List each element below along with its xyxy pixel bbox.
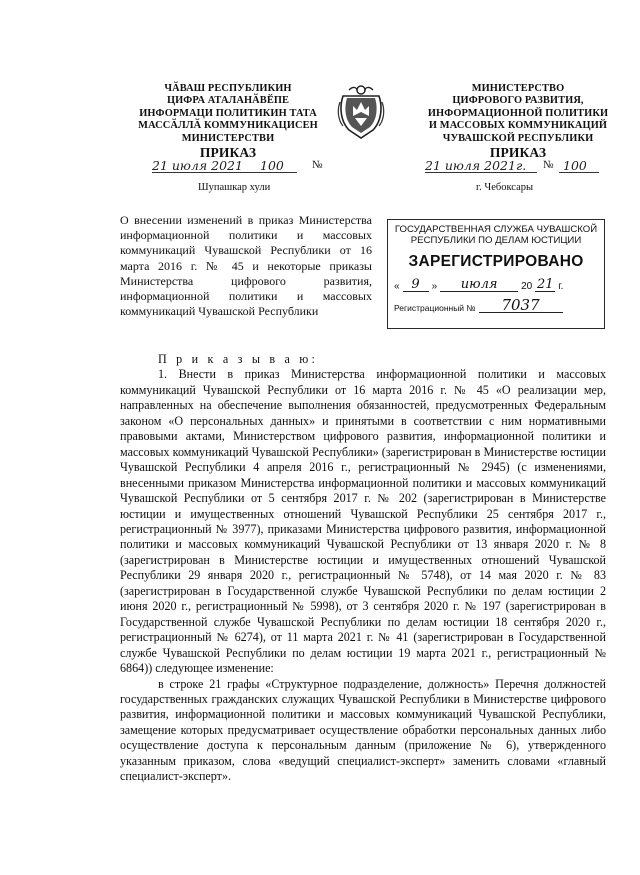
chuvash-coat-of-arms-icon: [335, 82, 387, 144]
header-left: [128, 83, 328, 161]
header-right-line: ИНФОРМАЦИОННОЙ ПОЛИТИКИ: [427, 107, 609, 119]
left-city: Шупашкар хули: [198, 182, 271, 193]
order-directive: П р и к а з ы в а ю:: [158, 352, 319, 366]
left-handwritten-date: 21 июля 2021: [152, 158, 243, 173]
stamp-reg-row: [394, 296, 598, 314]
stamp-month: июля: [440, 278, 518, 292]
stamp-year-prefix: 20: [521, 281, 533, 292]
header-right-line: ЦИФРОВОГО РАЗВИТИЯ,: [452, 95, 584, 107]
header-left-line: МИНИСТЕРСТВИ: [181, 132, 275, 144]
left-number-sign: №: [312, 159, 323, 171]
order-title-right: ПРИКАЗ: [489, 145, 547, 161]
stamp-year-suffix: 21: [536, 277, 554, 292]
stamp-org-line: ГОСУДАРСТВЕННАЯ СЛУЖБА ЧУВАШСКОЙ: [394, 224, 598, 235]
stamp-day: 9: [403, 278, 429, 292]
left-date-number-row: [152, 158, 342, 176]
order-paragraph-2: в строке 21 графы «Структурное подразделение, должность» Перечня должностей государственных гражданских служащих Чувашской Республики в Министерстве цифрового развития, информационной политики и массовых коммуникаций Чувашской Республики, замещение которых предусматривает осуществление обработки персональных данных либо осуществление доступа к персональным данным (приложение № 6), утвержденного указанным приказом, слова «ведущий специалист-эксперт» заменить словами «главный специалист-эксперт».: [120, 676, 606, 784]
header-right-line: МИНИСТЕРСТВО: [471, 83, 565, 94]
right-date-underline: [425, 172, 537, 173]
stamp-quote-close: »: [431, 281, 438, 292]
right-handwritten-date: 21 июля 2021г.: [425, 158, 527, 173]
header-left-line: МАССӐЛЛӐ КОММУНИКАЦИСЕН: [138, 120, 318, 132]
left-date-underline: [152, 172, 297, 173]
right-number-sign: №: [543, 159, 554, 171]
stamp-year-end: г.: [558, 281, 564, 292]
left-handwritten-number: 100: [260, 158, 284, 173]
stamp-reg-label: Регистрационный №: [394, 303, 476, 313]
order-paragraph-1: 1. Внести в приказ Министерства информационной политики и массовых коммуникаций Чувашской Республики от 16 марта 2016 г. № 45 «О реализации мер, направленных на обеспечение выполнения обязанностей, предусмотренных Федеральным законом «О персональных данных» и принятыми в соответствии с ним нормативными правовыми актами, Министерством цифрового развития, информационной политики и массовых коммуникаций Чувашской Республики» (зарегистрирован в Министерстве юстиции Чувашской Республики 4 апреля 2016 г., регистрационный № 2945) (с изменениями, внесенными приказом Министерства информационной политики и массовых коммуникаций Чувашской Республики от 5 сентября 2017 г. № 202 (зарегистрирован в Министерстве юстиции и имущественных отношений Чувашской Республики 25 сентября 2017 г., регистрационный № 3977), приказами Министерства цифрового развития, информационной политики и массовых коммуникаций Чувашской Республики от 13 января 2020 г. № 8 (зарегистрирован в Министерстве юстиции и имущественных отношений Чувашской Республики 29 января 2020 г., регистрационный № 5748), от 14 мая 2020 г. № 83 (зарегистрирован в Государственной службе Чувашской Республики по делам юстиции 2 июня 2020 г., регистрационный № 5998), от 3 сентября 2020 г. № 197 (зарегистрирован в Государственной службе Чувашской Республики по делам юстиции 18 сентября 2020 г., регистрационный № 6274), от 11 марта 2021 г. № 41 (зарегистрирован в Государственной службе Чувашской Республики по делам юстиции 19 марта 2021 г., регистрационный № 6864)) следующее изменение:: [120, 367, 606, 676]
header-left-line: ЧӐВАШ РЕСПУБЛИКИН: [164, 83, 292, 94]
header-right-line: И МАССОВЫХ КОММУНИКАЦИЙ: [428, 120, 608, 132]
right-city: г. Чебоксары: [476, 182, 534, 193]
order-title-left: ПРИКАЗ: [199, 145, 257, 161]
stamp-org-line: РЕСПУБЛИКИ ПО ДЕЛАМ ЮСТИЦИИ: [410, 235, 582, 246]
header-left-line: ИНФОРМАЦИ ПОЛИТИКИН ТАТА: [139, 107, 317, 119]
document-subject: О внесении изменений в приказ Министерства информационной политики и массовых коммуникаций Чувашской Республики от 16 марта 2016 г. № 45 и некоторые приказы Министерства цифрового развития, информационной политики и массовых коммуникаций Чувашской Республики: [120, 213, 372, 319]
header-right-line: ЧУВАШСКОЙ РЕСПУБЛИКИ: [442, 132, 594, 144]
stamp-date-row: [394, 278, 598, 292]
stamp-title: ЗАРЕГИСТРИРОВАНО: [408, 253, 584, 270]
header-right: [418, 83, 618, 161]
right-handwritten-number: 100: [563, 158, 587, 173]
right-date-number-row: [425, 158, 605, 176]
registration-stamp: [387, 219, 605, 329]
stamp-reg-number: 7037: [479, 299, 563, 313]
header-left-line: ЦИФРА АТАЛАНӐВӖПЕ: [166, 95, 290, 107]
right-number-underline: [559, 172, 599, 173]
order-body: [120, 352, 606, 785]
stamp-quote-open: «: [394, 281, 400, 292]
